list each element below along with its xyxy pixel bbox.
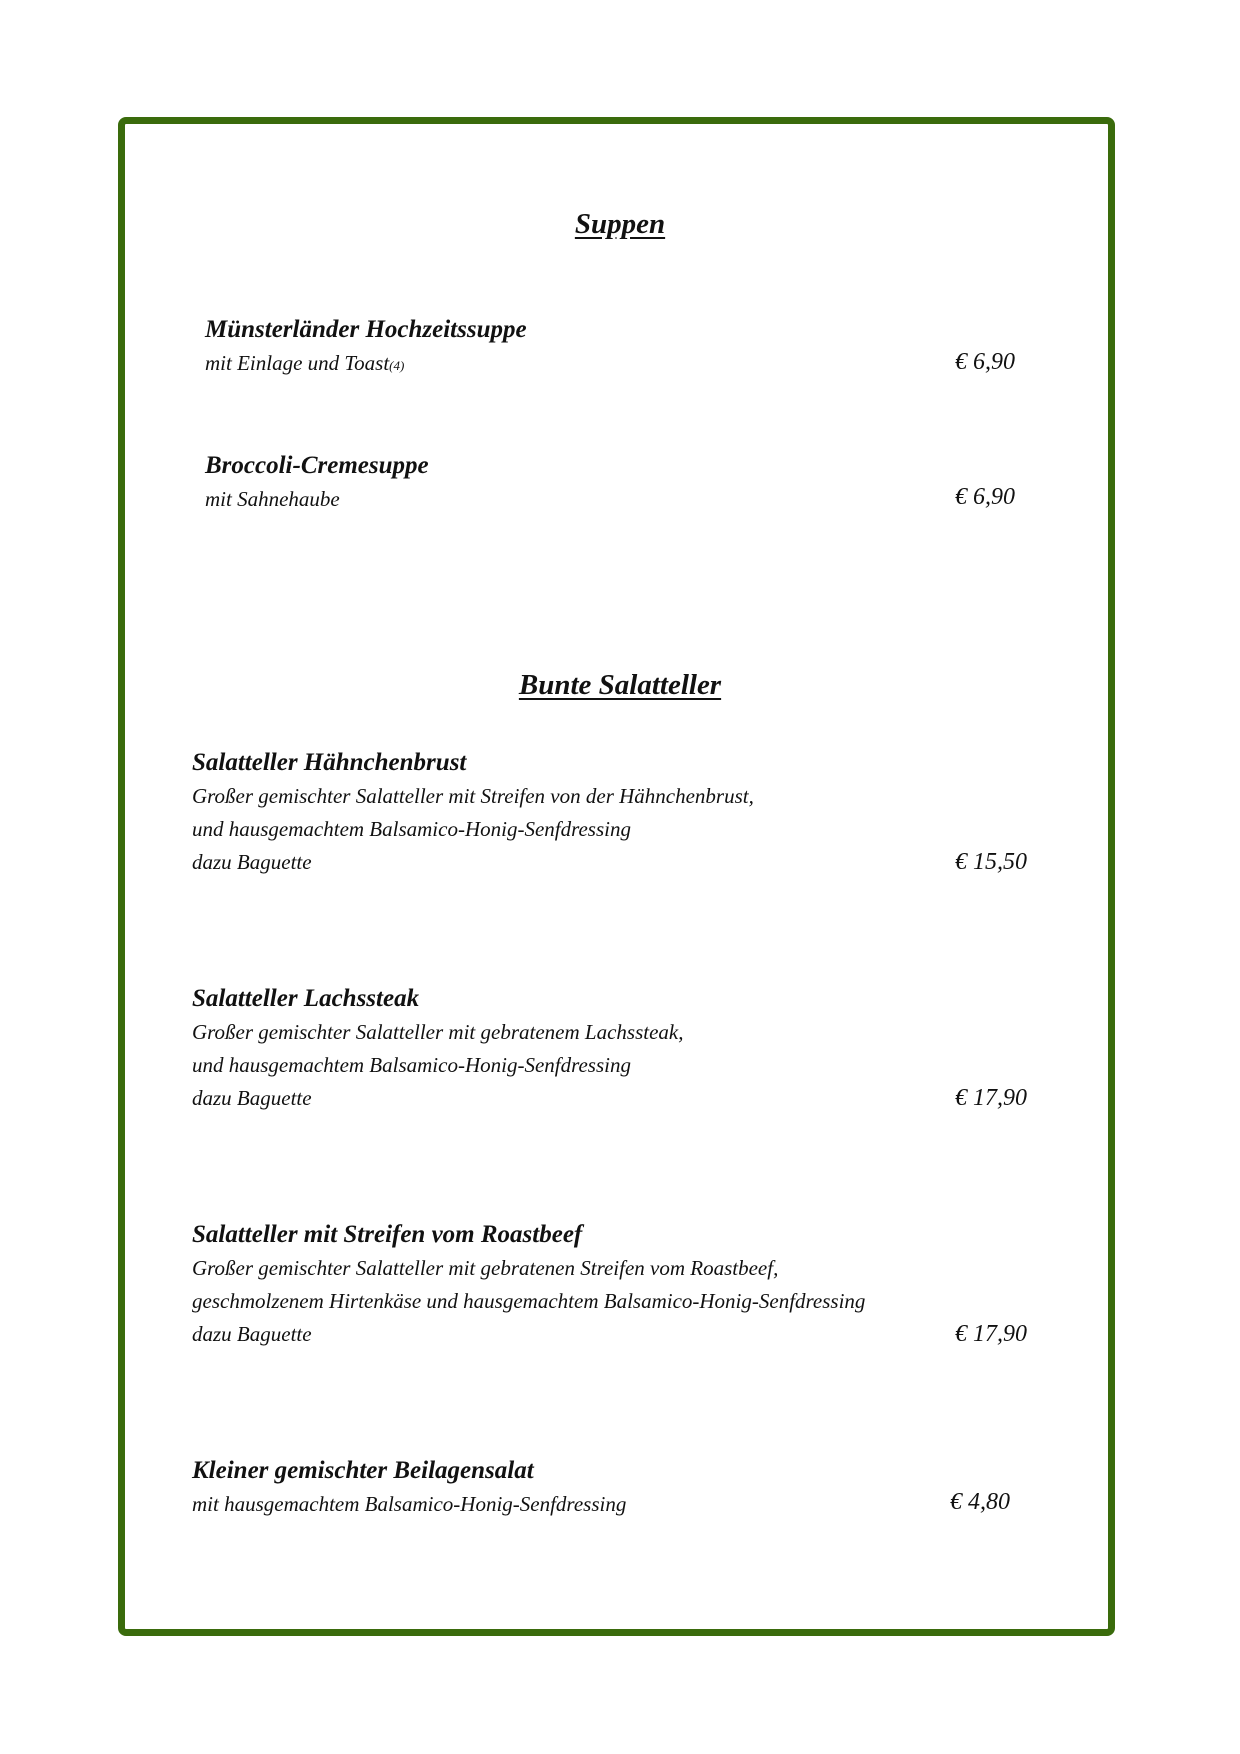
item-description-line: Großer gemischter Salatteller mit gebratenen Streifen vom Roastbeef,: [192, 1256, 779, 1280]
item-description-line: Großer gemischter Salatteller mit gebratenem Lachssteak,: [192, 1020, 684, 1044]
item-description-line: dazu Baguette: [192, 1086, 312, 1110]
item-name: Kleiner gemischter Beilagensalat: [192, 1457, 534, 1484]
item-description: mit Einlage und Toast(4): [205, 351, 405, 375]
item-description-line: geschmolzenem Hirtenkäse und hausgemachtem Balsamico-Honig-Senfdressing: [192, 1289, 866, 1313]
item-name: Salatteller mit Streifen vom Roastbeef: [192, 1221, 583, 1248]
item-description-line: dazu Baguette: [192, 850, 312, 874]
item-description-line: dazu Baguette: [192, 1322, 312, 1346]
item-name: Broccoli-Cremesuppe: [205, 452, 429, 479]
section-heading-suppen: Suppen: [574, 208, 666, 240]
item-description: mit Sahnehaube: [205, 487, 340, 511]
item-description-line: und hausgemachtem Balsamico-Honig-Senfdressing: [192, 1053, 631, 1077]
item-price: € 6,90: [955, 349, 1015, 375]
section-heading-salatteller: Bunte Salatteller: [518, 669, 722, 701]
item-description-line: und hausgemachtem Balsamico-Honig-Senfdressing: [192, 817, 631, 841]
item-price: € 17,90: [955, 1321, 1027, 1347]
item-price: € 6,90: [955, 484, 1015, 510]
item-name: Salatteller Hähnchenbrust: [192, 749, 467, 776]
item-name: Münsterländer Hochzeitssuppe: [205, 316, 527, 343]
item-price: € 15,50: [955, 849, 1027, 875]
item-description-line: Großer gemischter Salatteller mit Streifen von der Hähnchenbrust,: [192, 784, 754, 808]
item-price: € 4,80: [950, 1489, 1010, 1515]
allergen-note: (4): [389, 358, 405, 373]
item-price: € 17,90: [955, 1085, 1027, 1111]
item-name: Salatteller Lachssteak: [192, 985, 420, 1012]
item-description-line: mit hausgemachtem Balsamico-Honig-Senfdressing: [192, 1492, 627, 1516]
